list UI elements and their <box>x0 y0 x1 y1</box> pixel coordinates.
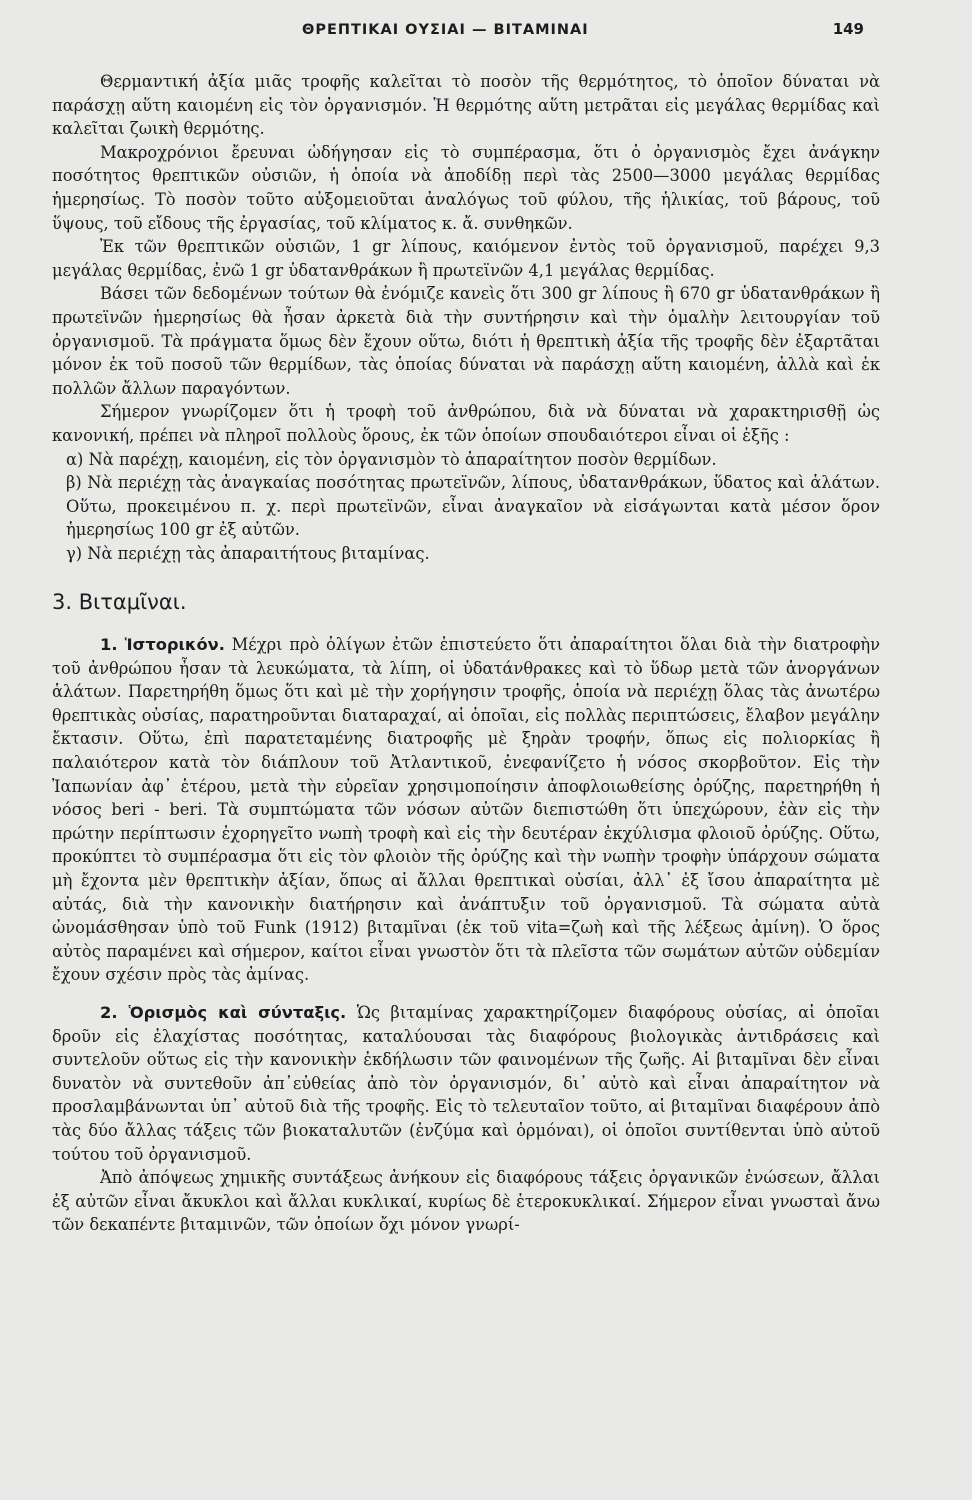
list-item-b: β) Νὰ περιέχῃ τὰς ἀναγκαίας ποσότητας πρωτεϊνῶν, λίπους, ὑδατανθράκων, ὕδατος καὶ ἁλάτων. Οὕτω, προκειμένου π. χ. περὶ πρωτεϊνῶν, εἶναι ἀναγκαῖον νὰ εἰσάγωνται κατὰ μέσον ὅρον ἡμερησίως 100 gr ἐξ αὐτῶν. <box>66 473 880 540</box>
paragraph-thermal-value: Θερμαντική ἀξία μιᾶς τροφῆς καλεῖται τὸ ποσὸν τῆς θερμότητος, τὸ ὁποῖον δύναται νὰ παράσχῃ αὕτη καιομένη εἰς τὸν ὀργανισμόν. Ἡ θερμότης αὕτη μετρᾶται εἰς μεγάλας θερμίδας καὶ καλεῖται ζωικὴ θερμότης. <box>52 72 880 139</box>
history-text: Μέχρι πρὸ ὀλίγων ἐτῶν ἐπιστεύετο ὅτι ἀπαραίτητοι ὅλαι διὰ τὴν διατροφὴν τοῦ ἀνθρώπου ἦσαν τὰ λευκώματα, τὰ λίπη, οἱ ὑδατάνθρακες καὶ τὸ ὕδωρ μετὰ τῶν ἀνοργάνων ἁλάτων. Παρετηρήθη ὅμως ὅτι καὶ μὲ τὴν χορήγησιν τροφῆς, ὁποία νὰ περιέχῃ ὅλας τὰς ἀνωτέρω θρεπτικὰς οὐσίας, παρατηροῦνται διαταραχαί, αἱ ὁποῖαι, εἰς πολλὰς περιπτώσεις, ἔλαβον μεγάλην ἔκτασιν. Οὕτω, ἐπὶ παρατεταμένης διατροφῆς μὲ ξηρὰν τροφήν, ὅπως εἰς πολιορκίας ἢ παλαιότερον κατὰ τὸν διάπλουν τοῦ Ἀτλαντικοῦ, ἐνεφανίζετο ἡ νόσος σκορβοῦτον. Εἰς τὴν Ἰαπωνίαν ἀφ᾽ ἑτέρου, μετὰ τὴν εὐρεῖαν χρησιμοποίησιν ἀποφλοιωθείσης ὀρύζης, παρετηρήθη ἡ νόσος beri - beri. Τὰ συμπτώματα τῶν νόσων αὐτῶν διεπιστώθη ὅτι ὑπεχώρουν, ἐὰν εἰς τὴν πρώτην περίπτωσιν ἐχορηγεῖτο νωπὴ τροφὴ καὶ εἰς τὴν δευτέραν ἐκχύλισμα φλοιοῦ ὀρύζης. Οὕτω, προκύπτει τὸ συμπέρασμα ὅτι εἰς τὸν φλοιὸν τῆς ὀρύζης καὶ τὴν νωπὴν τροφὴν ὑπάρχουν σώματα μὴ ἔχοντα μὲν θρεπτικὴν ἀξίαν, ὅπως αἱ ἄλλαι θρεπτικαὶ οὐσίαι, ἀλλ᾽ ἐξ ἴσου ἀπαραίτητα μὲ αὐτάς, διὰ τὴν κανονικὴν διατήρησιν καὶ ἀνάπτυξιν τοῦ ὀργανισμοῦ. Τὰ σώματα αὐτὰ ὠνομάσθησαν ὑπὸ τοῦ Funk (1912) βιταμῖναι (ἐκ τοῦ vita=ζωὴ καὶ τῆς λέξεως ἀμίνη). Ὁ ὅρος αὐτὸς παραμένει καὶ σήμερον, καίτοι εἶναι γνωστὸν ὅτι τὰ πλεῖστα τῶν σωμάτων αὐτῶν οὐδεμίαν ἔχουν σχέσιν πρὸς τὰς ἀμίνας. <box>52 635 880 985</box>
definition-text: Ὡς βιταμίνας χαρακτηρίζομεν διαφόρους οὐσίας, αἱ ὁποῖαι δροῦν εἰς ἐλαχίστας ποσότητας, καταλύουσαι τὰς διαφόρους βιολογικὰς ἀντιδράσεις καὶ συντελοῦν οὕτως εἰς τὴν κανονικὴν ἐκδήλωσιν τῶν φαινομένων τῆς ζωῆς. Αἱ βιταμῖναι δὲν εἶναι δυνατὸν νὰ συντεθοῦν ἀπ᾽εὐθείας ἀπὸ τὸν ὀργανισμόν, δι᾽ αὐτὸ καὶ εἶναι ἀπαραίτητον νὰ προσλαμβάνωνται ὑπ᾽ αὐτοῦ διὰ τῆς τροφῆς. Εἰς τὸ τελευταῖον τοῦτο, αἱ βιταμῖναι διαφέρουν ἀπὸ τὰς δύο ἄλλας τάξεις τῶν βιοκαταλυτῶν (ἐνζύμα καὶ ὁρμόναι), οἱ ὁποῖοι συντίθενται ὑπὸ αὐτοῦ τούτου τοῦ ὀργανισμοῦ. <box>52 1002 880 1164</box>
paragraph-normal-diet-conditions: Σήμερον γνωρίζομεν ὅτι ἡ τροφὴ τοῦ ἀνθρώπου, διὰ νὰ δύναται νὰ χαρακτηρισθῇ ὡς κανονική, πρέπει νὰ πληροῖ πολλοὺς ὅρους, ἐκ τῶν ὁποίων σπουδαιότεροι εἶναι οἱ ἑξῆς : <box>52 402 880 445</box>
paragraph-chemical-structure: Ἀπὸ ἀπόψεως χημικῆς συντάξεως ἀνήκουν εἰς διαφόρους τάξεις ὀργανικῶν ἐνώσεων, ἄλλαι ἐξ αὐτῶν εἶναι ἄκυκλοι καὶ ἄλλαι κυκλικαί, κυρίως δὲ ἑτεροκυκλικαί. Σήμερον εἶναι γνωσταὶ ἄνω τῶν δεκαπέντε βιταμινῶν, τῶν ὁποίων ὄχι μόνον γνωρί- <box>52 1168 880 1235</box>
page-number: 149 <box>832 20 864 38</box>
paragraph-nutritional-factors: Βάσει τῶν δεδομένων τούτων θὰ ἐνόμιζε κανεὶς ὅτι 300 gr λίπους ἢ 670 gr ὑδατανθράκων ἢ πρωτεϊνῶν ἡμερησίως θὰ ἦσαν ἀρκετὰ διὰ τὴν συντήρησιν καὶ τὴν ὁμαλὴν λειτουργίαν τοῦ ὀργανισμοῦ. Τὰ πράγματα ὅμως δὲν ἔχουν οὕτω, διότι ἡ θρεπτικὴ ἀξία τῆς τροφῆς δὲν ἐξαρτᾶται μόνον ἐκ τοῦ ποσοῦ τῶν θερμίδων, τὰς ὁποίας δύναται νὰ παράσχῃ αὕτη καιομένη, ἀλλὰ καὶ ἐκ πολλῶν ἄλλων παραγόντων. <box>52 284 880 398</box>
page-body <box>52 70 880 1237</box>
paragraph-history <box>52 633 880 987</box>
running-head: ΘΡΕΠΤΙΚΑΙ ΟΥΣΙΑΙ — ΒΙΤΑΜΙΝΑΙ <box>302 22 589 38</box>
paragraph-calorie-yield: Ἐκ τῶν θρεπτικῶν οὐσιῶν, 1 gr λίπους, καιόμενον ἐντὸς τοῦ ὀργανισμοῦ, παρέχει 9,3 μεγάλας θερμίδας, ἐνῶ 1 gr ὑδατανθράκων ἢ πρωτεϊνῶν 4,1 μεγάλας θερμίδας. <box>52 237 880 280</box>
paragraph-daily-requirement: Μακροχρόνιοι ἔρευναι ὡδήγησαν εἰς τὸ συμπέρασμα, ὅτι ὁ ὀργανισμὸς ἔχει ἀνάγκην ποσότητος θρεπτικῶν οὐσιῶν, ἡ ὁποία νὰ ἀποδίδῃ περὶ τὰς 2500—3000 μεγάλας θερμίδας ἡμερησίως. Τὸ ποσὸν τοῦτο αὐξομειοῦται ἀναλόγως τοῦ φύλου, τῆς ἡλικίας, τοῦ βάρους, τοῦ ὕψους, τοῦ εἴδους τῆς ἐργασίας, τοῦ κλίματος κ. ἄ. συνθηκῶν. <box>52 142 880 233</box>
section-heading-vitamins: 3. Βιταμῖναι. <box>52 590 187 615</box>
subsection-title-history: 1. Ἱστορικόν. <box>100 635 225 655</box>
paragraph-definition <box>52 1001 880 1166</box>
list-item-a: α) Νὰ παρέχῃ, καιομένη, εἰς τὸν ὀργανισμὸν τὸ ἀπαραίτητον ποσὸν θερμίδων. <box>66 449 717 469</box>
page-header <box>0 22 972 46</box>
subsection-title-definition: 2. Ὁρισμὸς καὶ σύνταξις. <box>100 1002 347 1022</box>
list-item-c: γ) Νὰ περιέχῃ τὰς ἀπαραιτήτους βιταμίνας. <box>66 543 430 563</box>
